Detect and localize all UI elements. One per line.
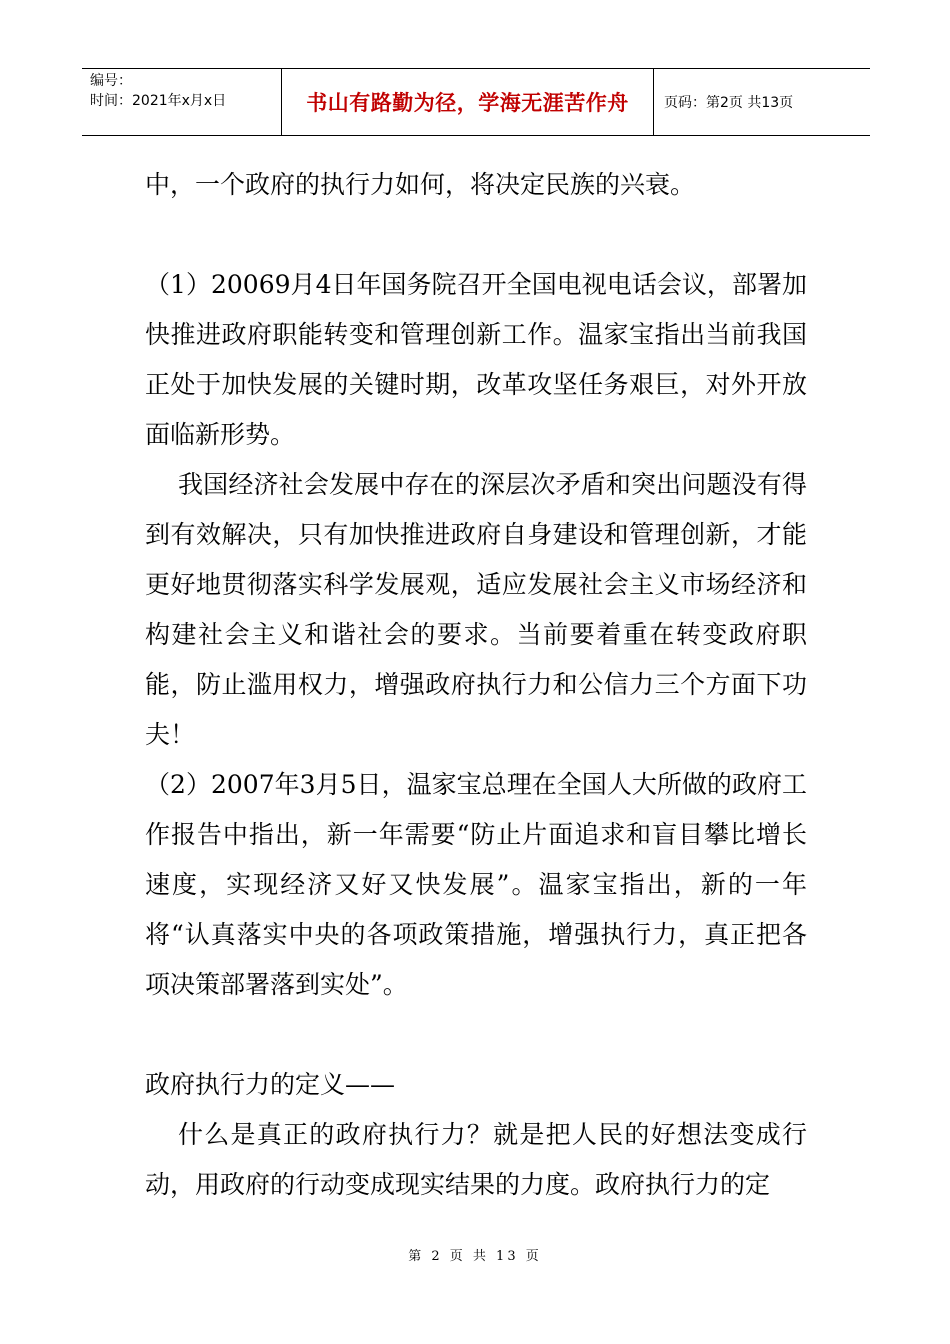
paragraph-item-2: （2）2007年3月5日，温家宝总理在全国人大所做的政府工作报告中指出，新一年需要“防止片面追求和盲目攀比增长速度，实现经济又好又快发展”。温家宝指出，新的一年将“认真落实中央的各项政策措施，增强执行力，真正把各项决策部署落到实处”。 xyxy=(145,770,807,999)
section-heading-definition: 政府执行力的定义—— xyxy=(145,1070,396,1099)
document-number-label: 编号： xyxy=(90,73,132,89)
blank-line xyxy=(145,210,807,260)
document-header xyxy=(82,68,870,136)
blank-line xyxy=(145,1010,807,1060)
paragraph-definition: 什么是真正的政府执行力？就是把人民的好想法变成行动，用政府的行动变成现实结果的力度。政府执行力的定 xyxy=(145,1120,807,1199)
paragraph-intro: 中，一个政府的执行力如何，将决定民族的兴衰。 xyxy=(145,170,696,199)
paragraph-analysis: 我国经济社会发展中存在的深层次矛盾和突出问题没有得到有效解决，只有加快推进政府自身建设和管理创新，才能更好地贯彻落实科学发展观，适应发展社会主义市场经济和构建社会主义和谐社会的要求。当前要着重在转变政府职能，防止滥用权力，增强政府执行力和公信力三个方面下功夫！ xyxy=(145,470,807,749)
header-page-info: 页码：第2页 共13页 xyxy=(664,95,794,111)
document-body xyxy=(145,160,807,1210)
page-footer: 第 2 页 共 13 页 xyxy=(408,1249,542,1264)
document-time-label: 时间：2021年x月x日 xyxy=(90,93,227,109)
paragraph-item-1: （1）20069月4日年国务院召开全国电视电话会议，部署加快推进政府职能转变和管理创新工作。温家宝指出当前我国正处于加快发展的关键时期，改革攻坚任务艰巨，对外开放面临新形势。 xyxy=(145,270,807,449)
header-meta xyxy=(82,69,282,135)
header-motto-cell xyxy=(282,69,654,135)
header-page-cell xyxy=(654,69,870,135)
header-motto: 书山有路勤为径，学海无涯苦作舟 xyxy=(306,91,629,115)
